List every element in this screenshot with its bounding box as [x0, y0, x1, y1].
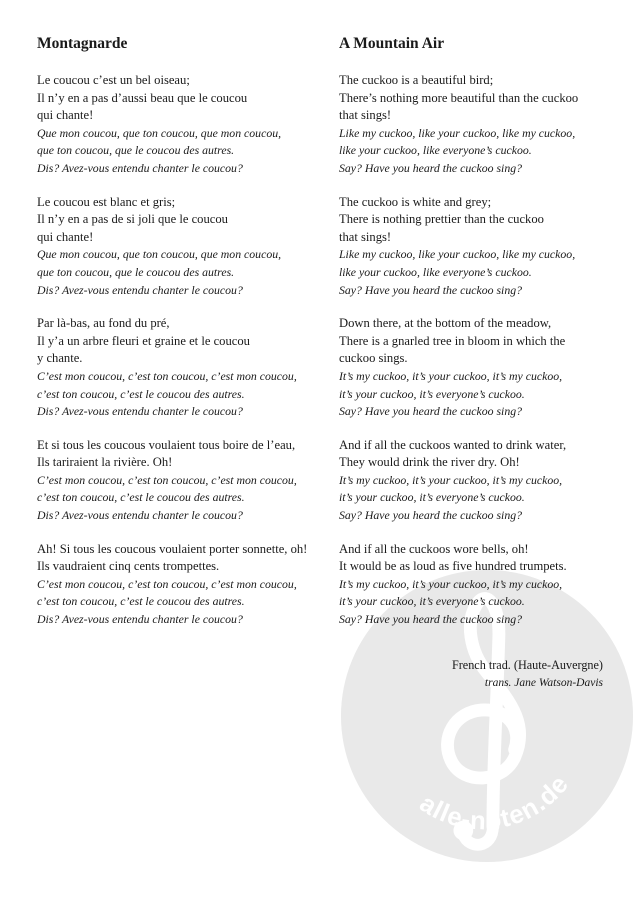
stanza — [37, 541, 327, 629]
verse-line: It would be as loud as five hundred trumpets. — [339, 559, 567, 574]
refrain-line: Say? Have you heard the cuckoo sing? — [339, 404, 523, 419]
verse-line: that sings! — [339, 229, 392, 244]
stanza — [37, 437, 327, 525]
refrain-line: que ton coucou, que le coucou des autres. — [37, 143, 235, 158]
refrain-line: c’est ton coucou, c’est le coucou des autres. — [37, 594, 245, 609]
verse-line: Il n’y en a pas de si joli que le coucou — [37, 212, 228, 227]
refrain-line: Like my cuckoo, like your cuckoo, like my cuckoo, — [339, 247, 576, 262]
refrain-line: C’est mon coucou, c’est ton coucou, c’est mon coucou, — [37, 576, 297, 591]
refrain-line: Dis? Avez-vous entendu chanter le coucou? — [37, 508, 243, 523]
stanza — [339, 315, 635, 421]
refrain-line: like your cuckoo, like everyone’s cuckoo. — [339, 264, 532, 279]
refrain-line: Like my cuckoo, like your cuckoo, like my cuckoo, — [339, 125, 576, 140]
refrain-line: Dis? Avez-vous entendu chanter le coucou? — [37, 404, 243, 419]
french-lyrics — [37, 72, 327, 629]
verse-line: Le coucou est blanc et gris; — [37, 194, 176, 209]
refrain-line: C’est mon coucou, c’est ton coucou, c’est mon coucou, — [37, 368, 297, 383]
refrain-line: Dis? Avez-vous entendu chanter le coucou? — [37, 282, 243, 297]
refrain-line: like your cuckoo, like everyone’s cuckoo. — [339, 143, 532, 158]
refrain-line: it’s your cuckoo, it’s everyone’s cuckoo. — [339, 490, 525, 505]
refrain-line: C’est mon coucou, c’est ton coucou, c’est mon coucou, — [37, 472, 297, 487]
verse-line: y chante. — [37, 351, 83, 366]
refrain-line: It’s my cuckoo, it’s your cuckoo, it’s my cuckoo, — [339, 576, 563, 591]
refrain-line: It’s my cuckoo, it’s your cuckoo, it’s my cuckoo, — [339, 472, 563, 487]
refrain-line: que ton coucou, que le coucou des autres. — [37, 264, 235, 279]
french-column — [37, 34, 327, 645]
stanza — [339, 541, 635, 629]
verse-line: that sings! — [339, 108, 392, 123]
verse-line: There’s nothing more beautiful than the cuckoo — [339, 90, 579, 105]
stanza — [339, 194, 635, 300]
refrain-line: Say? Have you heard the cuckoo sing? — [339, 612, 523, 627]
refrain-line: Say? Have you heard the cuckoo sing? — [339, 508, 523, 523]
verse-line: They would drink the river dry. Oh! — [339, 455, 520, 470]
stanza — [37, 72, 327, 178]
verse-line: Ah! Si tous les coucous voulaient porter sonnette, oh! — [37, 541, 308, 556]
french-title: Montagnarde — [37, 35, 128, 52]
english-title: A Mountain Air — [339, 35, 445, 52]
verse-line: The cuckoo is white and grey; — [339, 194, 492, 209]
english-lyrics — [339, 72, 635, 629]
verse-line: There is a gnarled tree in bloom in which the — [339, 333, 566, 348]
verse-line: Il y’a un arbre fleuri et graine et le coucou — [37, 333, 250, 348]
stanza — [37, 194, 327, 300]
translator-credit: trans. Jane Watson-Davis — [484, 677, 603, 689]
refrain-line: Say? Have you heard the cuckoo sing? — [339, 160, 523, 175]
verse-line: qui chante! — [37, 229, 94, 244]
verse-line: Il n’y en a pas d’aussi beau que le coucou — [37, 90, 248, 105]
verse-line: There is nothing prettier than the cuckoo — [339, 212, 544, 227]
verse-line: qui chante! — [37, 108, 94, 123]
refrain-line: c’est ton coucou, c’est le coucou des autres. — [37, 386, 245, 401]
refrain-line: Dis? Avez-vous entendu chanter le coucou? — [37, 612, 243, 627]
credits — [452, 656, 603, 692]
verse-line: Ils vaudraient cinq cents trompettes. — [37, 559, 220, 574]
stanza — [339, 72, 635, 178]
verse-line: Ils tariraient la rivière. Oh! — [37, 455, 173, 470]
stanza — [37, 315, 327, 421]
refrain-line: c’est ton coucou, c’est le coucou des autres. — [37, 490, 245, 505]
refrain-line: it’s your cuckoo, it’s everyone’s cuckoo. — [339, 386, 525, 401]
watermark-text: alle-noten.de — [414, 770, 575, 836]
verse-line: The cuckoo is a beautiful bird; — [339, 73, 494, 87]
refrain-line: It’s my cuckoo, it’s your cuckoo, it’s my cuckoo, — [339, 368, 563, 383]
verse-line: Et si tous les coucous voulaient tous boire de l’eau, — [37, 437, 296, 452]
source-credit: French trad. (Haute-Auvergne) — [451, 658, 603, 672]
verse-line: Down there, at the bottom of the meadow, — [339, 316, 552, 331]
refrain-line: Que mon coucou, que ton coucou, que mon coucou, — [37, 247, 282, 262]
refrain-line: Que mon coucou, que ton coucou, que mon coucou, — [37, 125, 282, 140]
english-column — [339, 34, 635, 645]
verse-line: Le coucou c’est un bel oiseau; — [37, 73, 190, 87]
stanza — [339, 437, 635, 525]
verse-line: Par là-bas, au fond du pré, — [37, 316, 170, 331]
verse-line: cuckoo sings. — [339, 351, 408, 366]
verse-line: And if all the cuckoos wore bells, oh! — [339, 541, 529, 556]
refrain-line: it’s your cuckoo, it’s everyone’s cuckoo. — [339, 594, 525, 609]
refrain-line: Say? Have you heard the cuckoo sing? — [339, 282, 523, 297]
refrain-line: Dis? Avez-vous entendu chanter le coucou? — [37, 160, 243, 175]
verse-line: And if all the cuckoos wanted to drink water, — [339, 437, 567, 452]
